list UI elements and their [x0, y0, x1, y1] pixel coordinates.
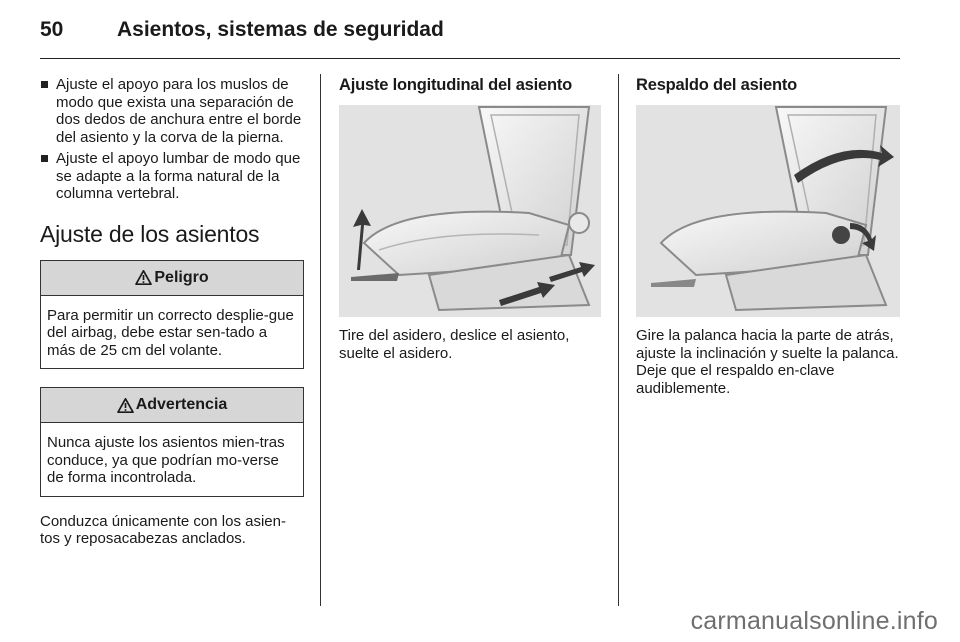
- closing-paragraph: Conduzca únicamente con los asien-tos y reposacabezas anclados.: [40, 512, 286, 547]
- bullet-square-icon: [41, 155, 48, 162]
- column-divider: [618, 74, 619, 606]
- seat-longitudinal-illustration: [339, 105, 601, 317]
- page-header: [40, 18, 900, 59]
- list-item: Ajuste el apoyo lumbar de modo que se adapte a la forma natural de la columna vertebral.: [40, 150, 304, 203]
- section-title: Ajuste de los asientos: [40, 220, 260, 247]
- watermark: carmanualsonline.info: [690, 607, 938, 635]
- seat-slide-icon: [339, 105, 601, 317]
- page-title: Asientos, sistemas de seguridad: [117, 18, 444, 41]
- bullet-list: [40, 76, 304, 203]
- caption: Tire del asidero, deslice el asiento, suelte el asidero.: [339, 327, 570, 362]
- subsection-title: Respaldo del asiento: [636, 76, 798, 94]
- page-number: 50: [40, 18, 64, 41]
- subsection-title: Ajuste longitudinal del asiento: [339, 76, 573, 94]
- warning-triangle-icon: [117, 398, 134, 413]
- warning-triangle-icon: [135, 270, 152, 285]
- column-middle: [339, 76, 601, 362]
- seat-backrest-illustration: [636, 105, 900, 317]
- list-item: Ajuste el apoyo para los muslos de modo que exista una separación de dos dedos de anchura entre el borde del asiento y la corva de la pierna.: [40, 76, 304, 146]
- column-divider: [320, 74, 321, 606]
- bullet-square-icon: [41, 81, 48, 88]
- column-right: [636, 76, 900, 397]
- notice-title: Peligro: [154, 268, 209, 286]
- caption: Gire la palanca hacia la parte de atrás, ajuste la inclinación y suelte la palanca. Deje que el respaldo en-clave audiblemente.: [636, 327, 899, 397]
- notice-header: [41, 388, 303, 423]
- notice-header: [41, 261, 303, 296]
- column-left: [40, 76, 304, 548]
- seat-recline-icon: [636, 105, 900, 317]
- warning-notice: [40, 387, 304, 497]
- notice-title: Advertencia: [135, 396, 228, 413]
- notice-text: Nunca ajuste los asientos mien-tras conduce, ya que podrían mo-verse de forma incontrolada.: [47, 434, 285, 486]
- notice-text: Para permitir un correcto desplie-gue del airbag, debe estar sen-tado a más de 25 cm del volante.: [47, 306, 294, 359]
- danger-notice: [40, 260, 304, 370]
